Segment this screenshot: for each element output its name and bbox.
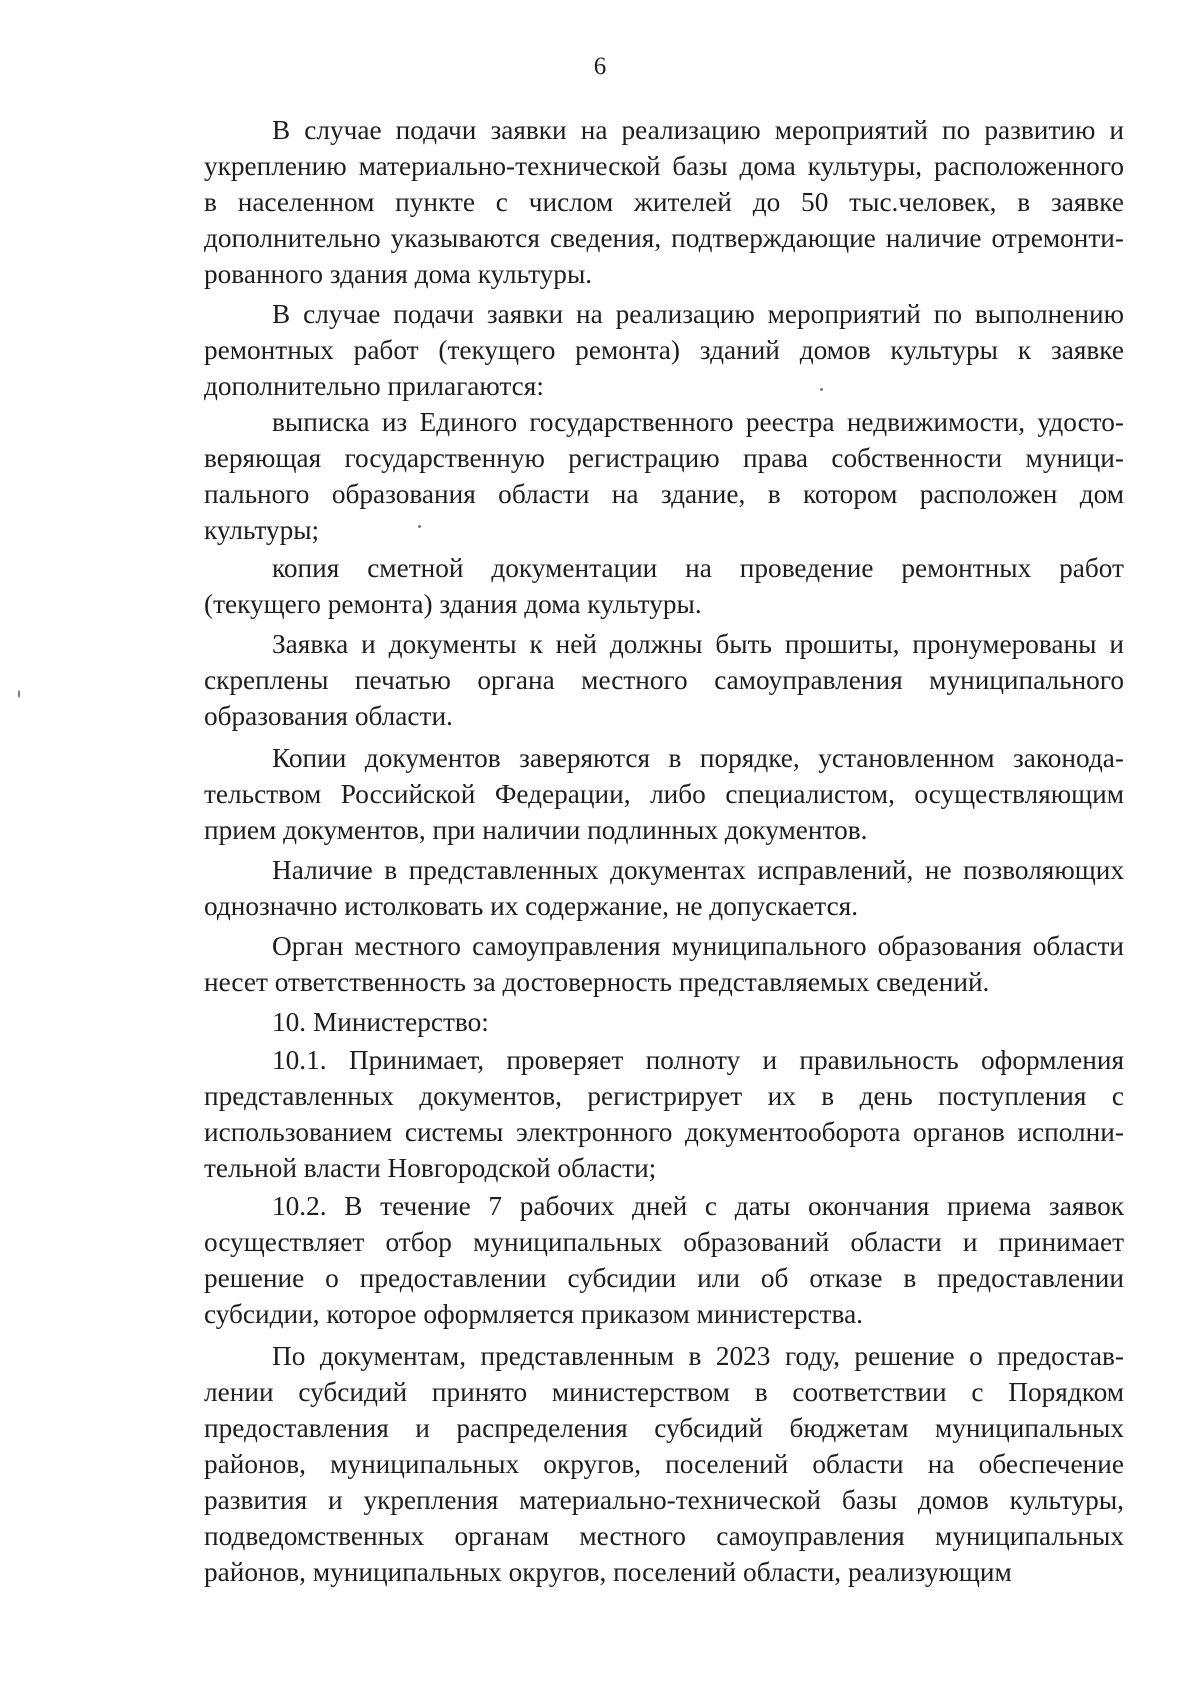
text-line: По документам, представленным в 2023 году, решение о предостав- (272, 1341, 1124, 1371)
text-line: лении субсидий принято министерством в соответствии с Порядком (204, 1377, 1124, 1407)
text-line: В случае подачи заявки на реализацию мероприятий по выполнению (272, 299, 1124, 329)
text-line: использованием системы электронного документооборота органов исполни- (204, 1117, 1124, 1147)
text-line: 10. Министерство: (272, 1007, 489, 1037)
text-line: районов, муниципальных округов, поселений области, реализующим (204, 1557, 1012, 1587)
text-line: В случае подачи заявки на реализацию мероприятий по развитию и (272, 115, 1124, 145)
paragraph (204, 550, 1124, 622)
text-line: дополнительно указываются сведения, подтверждающие наличие отремонти- (204, 223, 1124, 253)
text-line: Орган местного самоуправления муниципального образования области (272, 931, 1124, 961)
paragraph (204, 1042, 1124, 1186)
text-line: ремонтных работ (текущего ремонта) зданий домов культуры к заявке (204, 335, 1124, 365)
page-number: 6 (593, 53, 607, 80)
text-line: однозначно истолковать их содержание, не допускается. (204, 891, 859, 921)
paragraph (204, 740, 1124, 848)
text-line: Наличие в представленных документах исправлений, не позволяющих (272, 855, 1124, 885)
text-line: скреплены печатью органа местного самоуправления муниципального (204, 665, 1124, 695)
text-line: в населенном пункте с числом жителей до 50 тыс.человек, в заявке (204, 187, 1124, 217)
paragraph (204, 1004, 1124, 1040)
text-line: укреплению материально-технической базы дома культуры, расположенного (204, 151, 1124, 181)
paragraph (204, 626, 1124, 734)
scan-speck (820, 388, 823, 391)
paragraph (204, 1188, 1124, 1332)
text-line: пального образования области на здание, в котором расположен дом (204, 479, 1124, 509)
paragraph (204, 1338, 1124, 1590)
text-line: копия сметной документации на проведение ремонтных работ (272, 553, 1124, 583)
text-line: представленных документов, регистрирует их в день поступления с (204, 1081, 1124, 1111)
text-line: Заявка и документы к ней должны быть прошиты, пронумерованы и (272, 629, 1124, 659)
text-line: рованного здания дома культуры. (204, 259, 593, 289)
text-line: образования области. (204, 701, 453, 731)
paragraph (204, 404, 1124, 548)
text-line: районов, муниципальных округов, поселений области на обеспечение (204, 1449, 1124, 1479)
text-line: тельством Российской Федерации, либо специалистом, осуществляющим (204, 779, 1124, 809)
scan-speck (18, 690, 20, 698)
paragraph (204, 852, 1124, 924)
text-line: субсидии, которое оформляется приказом министерства. (204, 1299, 864, 1329)
text-line: выписка из Единого государственного реестра недвижимости, удосто- (272, 407, 1124, 437)
scan-speck (418, 525, 421, 528)
text-line: прием документов, при наличии подлинных документов. (204, 815, 868, 845)
text-line: предоставления и распределения субсидий бюджетам муниципальных (204, 1413, 1124, 1443)
paragraph (204, 296, 1124, 404)
text-line: осуществляет отбор муниципальных образований области и принимает (204, 1227, 1124, 1257)
text-line: Копии документов заверяются в порядке, установленном законода- (272, 743, 1124, 773)
text-line: решение о предоставлении субсидии или об отказе в предоставлении (204, 1263, 1124, 1293)
text-line: тельной власти Новгородской области; (204, 1153, 657, 1183)
document-body (204, 112, 1124, 1590)
text-line: веряющая государственную регистрацию права собственности муници- (204, 443, 1124, 473)
paragraph (204, 112, 1124, 292)
paragraph (204, 928, 1124, 1000)
text-line: 10.2. В течение 7 рабочих дней с даты окончания приема заявок (272, 1191, 1124, 1221)
text-line: подведомственных органам местного самоуправления муниципальных (204, 1521, 1124, 1551)
text-line: 10.1. Принимает, проверяет полноту и правильность оформления (272, 1045, 1124, 1075)
text-line: дополнительно прилагаются: (204, 371, 544, 401)
text-line: культуры; (204, 515, 320, 545)
text-line: развития и укрепления материально-технической базы домов культуры, (204, 1485, 1124, 1515)
text-line: (текущего ремонта) здания дома культуры. (204, 589, 702, 619)
text-line: несет ответственность за достоверность представляемых сведений. (204, 967, 990, 997)
